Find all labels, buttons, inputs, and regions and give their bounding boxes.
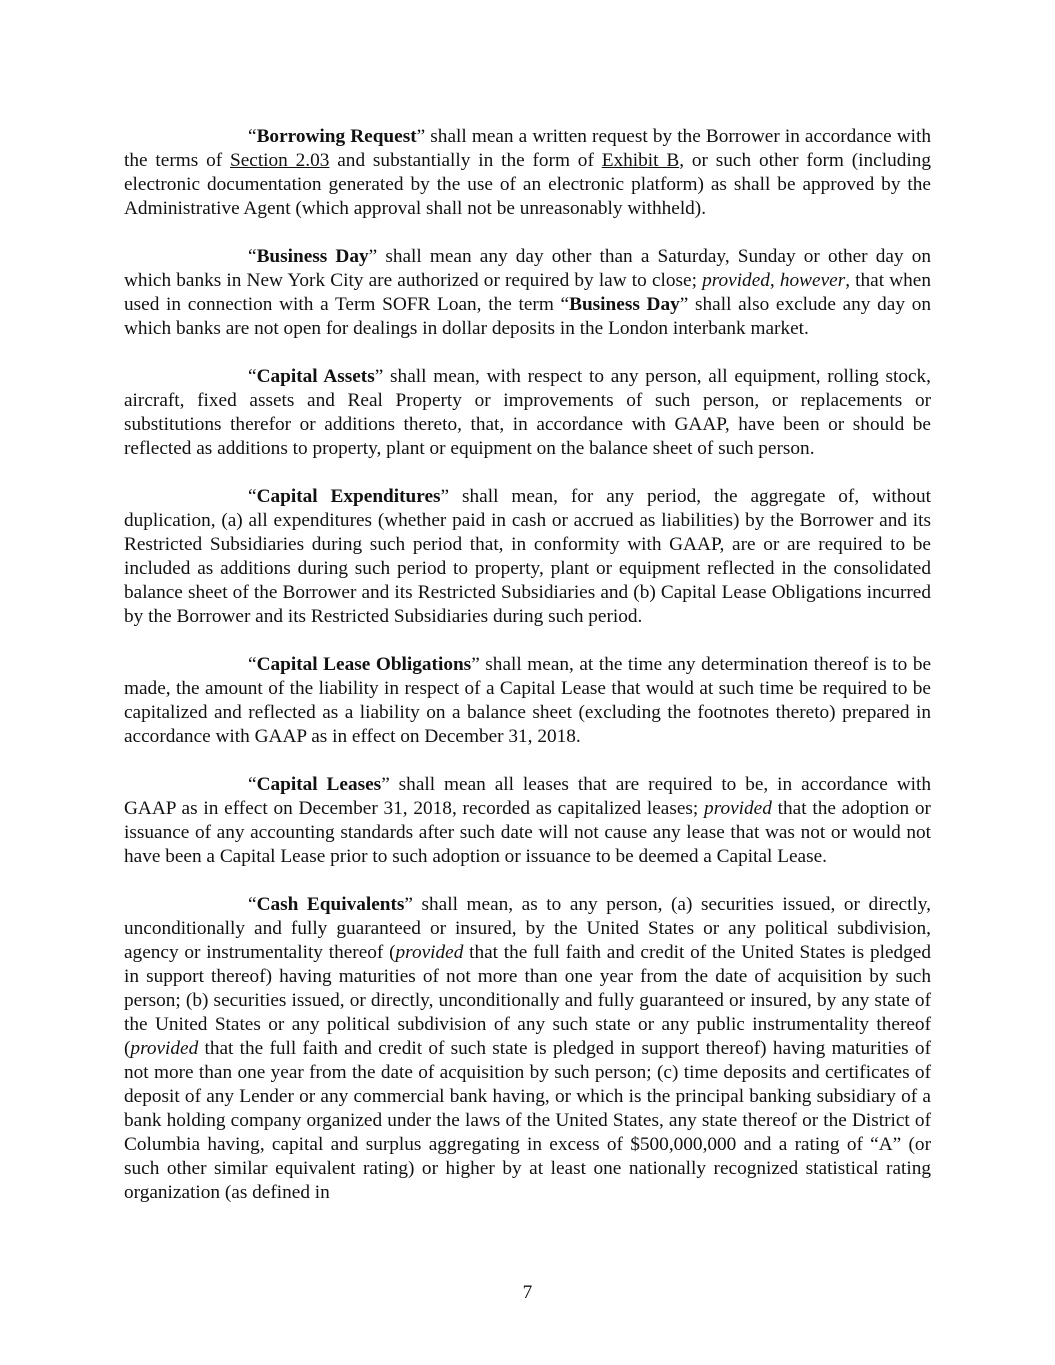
defined-term: Capital Assets (256, 366, 375, 387)
definition-text: shall mean, with respect to any person, all equipment, rolling stock, aircraft, fixed assets and Real Property or improvements of such person, or replacements or substitutions therefor or additions thereto, that, in accordance with GAAP, have been or should be reflected as additions to property, plant or equipment on the balance sheet of such person. (124, 366, 931, 459)
defined-term: Borrowing Request (256, 126, 417, 147)
definition-text: that the full faith and credit of such state is pledged in support thereof) having maturities of not more than one year from the date of acquisition by such person; (c) time deposits and certificates of deposit of any Lender or any commercial bank having, or which is the principal banking subsidiary of a bank holding company organized under the laws of the United States, any state thereof or the District of Columbia having, capital and surplus aggregating in excess of $500,000,000 and a rating of “A” (or such other similar equivalent rating) or higher by at least one nationally recognized statistical rating organization (as defined in (124, 1038, 931, 1203)
definition-paragraph: “Capital Leases” shall mean all leases that are required to be, in accordance with GAAP as in effect on December 31, 2018, recorded as capitalized leases; provided that the adoption or issuance of any accounting standards after such date will not cause any lease that was not or would not have been a Capital Lease prior to such adoption or issuance to be deemed a Capital Lease. (124, 774, 931, 867)
definition-text: and substantially in the form of (329, 150, 602, 171)
italic-text: provided (395, 942, 464, 963)
definitions-body (124, 125, 931, 1229)
italic-text: however (779, 270, 846, 291)
defined-term: Cash Equivalents (256, 894, 405, 915)
definition-text: shall mean a written request by the Borrower in accordance with the terms of (124, 126, 932, 171)
definition-paragraph: “Borrowing Request” shall mean a written request by the Borrower in accordance with the terms of Section 2.03 and substantially in the form of Exhibit B, or such other form (including electronic documentation generated by the use of an electronic platform) as shall be approved by the Administrative Agent (which approval shall not be unreasonably withheld). (124, 126, 932, 219)
cross-reference: Section 2.03 (229, 150, 330, 171)
definition-paragraph: “Capital Assets” shall mean, with respect to any person, all equipment, rolling stock, aircraft, fixed assets and Real Property or improvements of such person, or replacements or substitutions therefor or additions thereto, that, in accordance with GAAP, have been or should be reflected as additions to property, plant or equipment on the balance sheet of such person. (124, 366, 931, 459)
definition-text: shall mean, for any period, the aggregate of, without duplication, (a) all expenditures (whether paid in cash or accrued as liabilities) by the Borrower and its Restricted Subsidiaries during such period that, in conformity with GAAP, are or are required to be included as additions during such period to property, plant or equipment reflected in the consolidated balance sheet of the Borrower and its Restricted Subsidiaries and (b) Capital Lease Obligations incurred by the Borrower and its Restricted Subsidiaries during such period. (124, 486, 931, 627)
definition-paragraph: “Business Day” shall mean any day other than a Saturday, Sunday or other day on which banks in New York City are authorized or required by law to close; provided, however, that when used in connection with a Term SOFR Loan, the term “Business Day” shall also exclude any day on which banks are not open for dealings in dollar deposits in the London interbank market. (124, 246, 931, 339)
bold-term-reference: Business Day (569, 294, 680, 315)
page-number: 7 (522, 1282, 533, 1303)
cross-reference: Exhibit B (601, 150, 680, 171)
definition-text: , that when used in connection with a Term SOFR Loan, the term “ (124, 270, 931, 315)
definition-text: , or such other form (including electronic documentation generated by the use of an electronic platform) as shall be approved by the Administrative Agent (which approval shall not be unreasonably withheld). (124, 150, 931, 219)
definition-text: , (769, 270, 780, 291)
definition-text: that the full faith and credit of the United States is pledged in support thereof) having maturities of not more than one year from the date of acquisition by such person; (b) securities issued, or directly, unconditionally and fully guaranteed or insured, by any state of the United States or any political subdivision of any such state or any public instrumentality thereof ( (124, 942, 931, 1059)
definition-paragraph: “Cash Equivalents” shall mean, as to any person, (a) securities issued, or directly, unconditionally and fully guaranteed or insured, by the United States or any political subdivision, agency or instrumentality thereof (provided that the full faith and credit of the United States is pledged in support thereof) having maturities of not more than one year from the date of acquisition by such person; (b) securities issued, or directly, unconditionally and fully guaranteed or insured, by any state of the United States or any political subdivision of any such state or any public instrumentality thereof (provided that the full faith and credit of such state is pledged in support thereof) having maturities of not more than one year from the date of acquisition by such person; (c) time deposits and certificates of deposit of any Lender or any commercial bank having, or which is the principal banking subsidiary of a bank holding company organized under the laws of the United States, any state thereof or the District of Columbia having, capital and surplus aggregating in excess of $500,000,000 and a rating of “A” (or such other similar equivalent rating) or higher by at least one nationally recognized statistical rating organization (as defined in (124, 894, 931, 1203)
definition-text: shall mean any day other than a Saturday, Sunday or other day on which banks in New York City are authorized or required by law to close; (124, 246, 931, 291)
italic-text: provided (130, 1038, 199, 1059)
definition-text: shall mean all leases that are required to be, in accordance with GAAP as in effect on December 31, 2018, recorded as capitalized leases; (124, 774, 931, 819)
definition-paragraph: “Capital Lease Obligations” shall mean, at the time any determination thereof is to be made, the amount of the liability in respect of a Capital Lease that would at such time be required to be capitalized and reflected as a liability on a balance sheet (excluding the footnotes thereto) prepared in accordance with GAAP as in effect on December 31, 2018. (124, 654, 932, 747)
defined-term: Capital Leases (256, 774, 382, 795)
definition-paragraph: “Capital Expenditures” shall mean, for any period, the aggregate of, without duplication, (a) all expenditures (whether paid in cash or accrued as liabilities) by the Borrower and its Restricted Subsidiaries during such period that, in conformity with GAAP, are or are required to be included as additions during such period to property, plant or equipment reflected in the consolidated balance sheet of the Borrower and its Restricted Subsidiaries and (b) Capital Lease Obligations incurred by the Borrower and its Restricted Subsidiaries during such period. (124, 486, 931, 627)
italic-text: provided (704, 798, 772, 819)
definition-text: that the adoption or issuance of any accounting standards after such date will not cause any lease that was not or would not have been a Capital Lease prior to such adoption or issuance to be deemed a Capital Lease. (124, 798, 931, 867)
defined-term: Capital Lease Obligations (256, 654, 472, 675)
definition-text: shall mean, as to any person, (a) securities issued, or directly, unconditionally and fully guaranteed or insured, by the United States or any political subdivision, agency or instrumentality thereof ( (124, 894, 931, 963)
italic-text: provided (702, 270, 770, 291)
defined-term: Capital Expenditures (256, 486, 441, 507)
defined-term: Business Day (256, 246, 369, 267)
definition-text: ” shall also exclude any day on which banks are not open for dealings in dollar deposits in the London interbank market. (124, 294, 931, 339)
definition-text: shall mean, at the time any determination thereof is to be made, the amount of the liability in respect of a Capital Lease that would at such time be required to be capitalized and reflected as a liability on a balance sheet (excluding the footnotes thereto) prepared in accordance with GAAP as in effect on December 31, 2018. (124, 654, 932, 747)
